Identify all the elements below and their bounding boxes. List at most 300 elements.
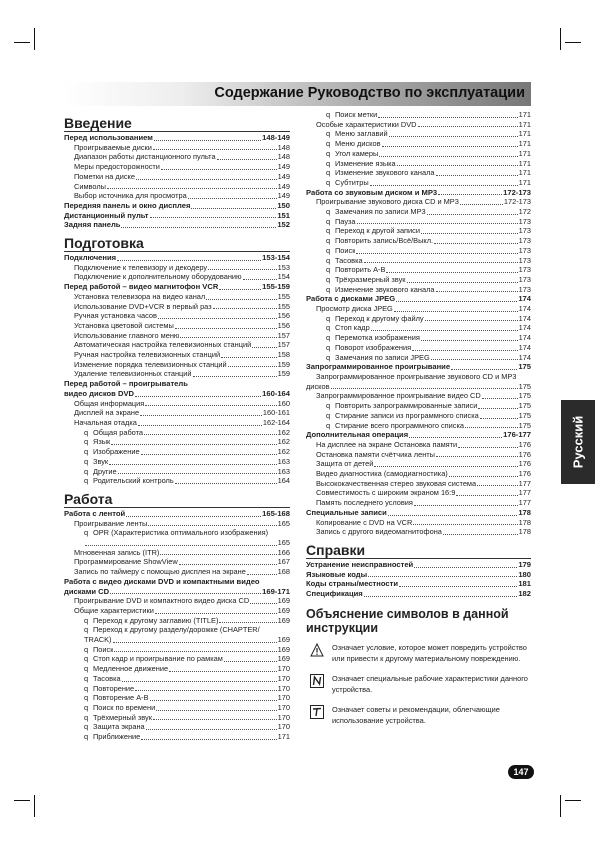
toc-entry[interactable] [306,450,531,460]
toc-page-number: 173 [518,255,531,265]
toc-page-number: 171 [518,168,531,178]
toc-entry[interactable] [64,519,290,529]
toc-entry[interactable] [306,459,531,469]
toc-entry-title: Меню заглавий [335,129,388,139]
toc-entry[interactable] [306,294,531,304]
toc-page-number: 163 [277,466,290,476]
toc-page-number: 173 [518,265,531,275]
bullet-marker: q [326,226,331,236]
toc-entry-title: Выбор источника для просмотра [74,191,187,201]
toc-entry[interactable] [64,311,290,321]
toc-page-number: 155 [277,301,290,311]
section-heading: Подготовка [64,236,290,252]
toc-entry[interactable] [306,430,531,440]
dot-leader [150,700,277,701]
dot-leader [135,690,277,691]
toc-entry-title: Субтитры [335,177,369,187]
toc-page-number: 174 [518,352,531,362]
bullet-marker: q [326,139,331,149]
toc-entry-title: Коды страны/местности [306,579,398,589]
page-title: Содержание Руководство по эксплуатации [214,85,525,101]
toc-entry-title: Ручная настройка телевизионных станций [74,350,221,360]
toc-page-number: 160 [277,398,290,408]
dot-leader [364,596,518,597]
dot-leader [414,505,518,506]
toc-page-number: 169 [277,615,290,625]
toc-page-number: 175 [518,362,531,372]
symbol-note [306,673,531,695]
symbols-title: Объяснение символов в данной инструкции [306,606,509,635]
toc-entry[interactable] [64,567,290,577]
toc-entry[interactable] [64,143,290,153]
toc-entry[interactable] [306,217,531,227]
toc-entry-title: видео дисков DVD [64,388,134,398]
toc-entry[interactable] [306,498,531,508]
toc-entry[interactable] [64,292,290,302]
toc-entry-title: Использование главного меню [74,330,180,340]
toc-page-number: 172 [518,207,531,217]
bullet-marker: q [84,693,89,703]
toc-page-number: 156 [277,311,290,321]
toc-entry[interactable] [64,172,290,182]
toc-entry[interactable] [64,389,290,399]
toc-entry-title: Переход к другому разделу/дорожке (CHAPTER/ [93,625,260,635]
language-tab-label: Русский [570,415,586,469]
toc-page-number: 153-154 [262,253,290,263]
toc-entry[interactable] [64,722,290,732]
toc-entry-title: Мгновенная запись (ITR) [74,547,160,557]
toc-entry[interactable] [306,362,531,372]
bullet-marker: q [326,352,331,362]
toc-entry-title: Поиск [93,644,114,654]
toc-entry[interactable] [64,399,290,409]
toc-entry[interactable] [64,282,290,292]
dot-leader [153,719,277,720]
toc-entry[interactable] [306,570,531,580]
toc-entry-title: Угол камеры [335,148,379,158]
section-heading: Введение [64,116,290,132]
toc-entry[interactable] [306,488,531,498]
toc-entry-title: Замечания по записи MP3 [335,207,426,217]
toc-entry[interactable] [64,713,290,723]
toc-entry[interactable] [64,152,290,162]
toc-entry[interactable] [306,304,531,314]
toc-entry[interactable] [306,421,531,431]
bullet-marker: q [326,284,331,294]
dot-leader [138,425,262,426]
toc-entry-title: Передняя панель и окно дисплея [64,200,191,210]
toc-entry[interactable] [64,133,290,143]
toc-entry[interactable] [64,674,290,684]
toc-page-number: 178 [518,507,531,517]
toc-entry[interactable] [64,360,290,370]
dot-leader [118,473,277,474]
toc-page-number: 169 [277,596,290,606]
toc-entry-title: Общая работа [93,427,144,437]
toc-entry-title: Работа со звуковым диском и MP3 [306,187,438,197]
toc-entry-title: Совместимость с широким экраном 16:9 [316,488,456,498]
toc-page-number: 173 [518,274,531,284]
dot-leader [374,466,517,467]
toc-entry[interactable] [64,191,290,201]
dot-leader [136,179,277,180]
toc-left-column [64,110,290,742]
toc-entry-title: Установка цветовой системы [74,320,174,330]
toc-entry[interactable] [64,645,290,655]
toc-entry[interactable] [64,263,290,273]
toc-entry-title: На дисплее на экране Остановка памяти [316,439,458,449]
toc-entry[interactable] [306,226,531,236]
toc-entry[interactable] [306,382,531,392]
toc-entry[interactable] [306,265,531,275]
toc-entry[interactable] [64,684,290,694]
crop-mark [560,795,561,817]
bullet-marker: q [84,427,89,437]
dot-leader [145,405,276,406]
dot-leader [175,483,277,484]
toc-entry[interactable] [64,211,290,221]
bullet-marker: q [84,437,89,447]
toc-entry-title: Просмотр диска JPEG [316,304,393,314]
dot-leader [114,651,276,652]
dot-leader [148,525,276,526]
dot-leader [451,369,517,370]
symbol-note-text: Означает специальные рабочие характеристики данного устройства. [332,673,528,694]
toc-entry[interactable] [64,272,290,282]
toc-page-number: 175 [518,391,531,401]
dot-leader [418,126,518,127]
toc-entry[interactable] [306,197,531,207]
toc-entry-title: Изменение звукового канала [335,284,435,294]
toc-page-number: 148 [277,142,290,152]
toc-page-number: 149 [277,181,290,191]
toc-entry-title: Перед работой – проигрыватель [64,379,188,389]
toc-page-number: 174 [518,313,531,323]
toc-entry[interactable] [306,353,531,363]
toc-entry-title: Запрограммированное проигрывание [306,362,451,372]
toc-entry[interactable] [306,518,531,528]
toc-page-number: 174 [518,294,531,304]
bullet-marker: q [84,732,89,742]
toc-entry-title: Перемотка изображения [335,333,420,343]
dot-leader [135,396,261,397]
toc-entry-title: Поворот изображения [335,342,412,352]
toc-entry-title: Переход к другому заглавию (TITLE) [93,615,219,625]
dot-leader [247,574,277,575]
toc-entry-title: Подключения [64,253,117,263]
toc-page-number: 181 [518,579,531,589]
warning-triangle-icon [310,643,324,657]
toc-page-number: 165-168 [262,508,290,518]
toc-entry[interactable] [64,625,290,635]
dot-leader [150,217,277,218]
dot-leader [121,227,276,228]
toc-entry[interactable] [306,560,531,570]
toc-entry[interactable] [306,149,531,159]
dot-leader [357,223,518,224]
toc-entry[interactable] [64,201,290,211]
toc-entry[interactable] [64,457,290,467]
toc-entry[interactable] [64,548,290,558]
crop-mark [565,800,581,801]
toc-page-number: 171 [518,158,531,168]
toc-entry[interactable] [64,340,290,350]
toc-entry-title: Задняя панель [64,220,121,230]
toc-page-number: 158 [277,350,290,360]
bullet-marker: q [326,255,331,265]
toc-entry[interactable] [306,323,531,333]
toc-entry[interactable] [306,207,531,217]
crop-mark [565,42,581,43]
toc-entry[interactable] [64,321,290,331]
toc-entry[interactable] [64,654,290,664]
toc-page-number: 174 [518,304,531,314]
toc-entry-title: Копирование с DVD на VCR [316,517,413,527]
toc-page-number: 169 [277,605,290,615]
toc-entry-title: Дисплей на экране [74,408,140,418]
dot-leader [158,318,277,319]
toc-entry[interactable] [306,178,531,188]
toc-entry[interactable] [64,331,290,341]
toc-entry-title: Другие [93,466,117,476]
toc-page-number: 171 [518,177,531,187]
toc-page-number: 159 [277,359,290,369]
toc-entry[interactable] [64,182,290,192]
toc-entry-title: Тасовка [335,255,363,265]
toc-entry[interactable] [306,527,531,537]
toc-entry[interactable] [306,343,531,353]
toc-page-number: 175 [518,401,531,411]
toc-entry[interactable] [64,379,290,389]
toc-entry[interactable] [306,469,531,479]
dot-leader [409,437,502,438]
bullet-marker: q [326,274,331,284]
toc-entry[interactable] [64,302,290,312]
toc-entry[interactable] [306,275,531,285]
dot-leader [252,347,276,348]
dot-leader [399,586,517,587]
dot-leader [364,262,518,263]
toc-entry[interactable] [306,411,531,421]
toc-page-number: 162 [277,447,290,457]
toc-entry-title: Трёхмерный звук [93,712,152,722]
toc-entry[interactable] [306,333,531,343]
toc-entry-title: Проигрывание звукового диска CD и MP3 [316,197,459,207]
dot-leader [480,418,518,419]
toc-entry[interactable] [64,693,290,703]
bullet-marker: q [84,683,89,693]
toc-page-number: 172-173 [503,197,531,207]
toc-entry[interactable] [306,110,531,120]
toc-page-number: 174 [518,333,531,343]
dot-leader [438,194,502,195]
toc-entry[interactable] [306,285,531,295]
toc-entry[interactable] [64,418,290,428]
toc-entry-title: Начальная отадка [74,417,137,427]
toc-entry[interactable] [64,408,290,418]
toc-entry[interactable] [64,732,290,742]
toc-page-number: 171 [518,110,531,119]
dot-leader [111,444,276,445]
toc-entry-title: Меню дисков [335,139,381,149]
toc-page-number: 168 [277,567,290,577]
toc-page-number: 176 [518,469,531,479]
toc-entry[interactable] [64,577,290,587]
symbol-tip-text: Означает советы и рекомендации, облегчающие использование устройства. [332,704,500,725]
symbol-warning [306,642,531,664]
bullet-marker: q [326,110,331,119]
toc-entry[interactable] [306,159,531,169]
toc-entry[interactable] [64,162,290,172]
toc-entry[interactable] [64,703,290,713]
toc-page-number: 170 [277,693,290,703]
dot-leader [371,330,518,331]
toc-page-number: 167 [277,557,290,567]
toc-entry-title: Запись по таймеру с помощью дисплея на экране [74,567,246,577]
toc-entry[interactable] [64,437,290,447]
toc-entry[interactable] [64,476,290,486]
bullet-marker: q [326,333,331,343]
header-banner [64,82,531,106]
toc-entry-title: Защита экрана [93,722,145,732]
bullet-marker: q [84,702,89,712]
toc-entry[interactable] [306,508,531,518]
toc-page-number: 166 [277,547,290,557]
section-heading: Работа [64,492,290,508]
toc-entry[interactable] [306,139,531,149]
toc-page-number: 176 [518,439,531,449]
toc-entry[interactable] [64,447,290,457]
bullet-marker: q [84,664,89,674]
bullet-marker: q [326,265,331,275]
dot-leader [85,545,277,546]
toc-entry-title: Подключение к дополнительному оборудованию [74,272,242,282]
toc-page-number: 157 [277,330,290,340]
symbol-warning-text: Означает условие, которое может повредить устройство или привести к другому материальному повреждению. [332,642,527,663]
toc-entry[interactable] [64,587,290,597]
toc-entry[interactable] [64,596,290,606]
toc-page-number: 177 [518,498,531,508]
toc-entry[interactable] [64,606,290,616]
toc-page-number: 171 [518,148,531,158]
dot-leader [356,253,517,254]
toc-page-number: 162-164 [262,417,290,427]
bullet-marker: q [84,466,89,476]
bullet-marker: q [84,456,89,466]
toc-entry[interactable] [306,440,531,450]
toc-entry[interactable] [306,168,531,178]
crop-mark [14,42,30,43]
toc-entry[interactable] [64,369,290,379]
toc-entry-title: дисков [306,381,330,391]
dot-leader [478,408,517,409]
toc-entry-title: Диапазон работы дистанционного пульта [74,152,216,162]
toc-entry[interactable] [306,401,531,411]
toc-page-number: 171 [277,732,290,742]
toc-entry-title: Устранение неисправностей [306,559,414,569]
dot-leader [221,357,277,358]
toc-entry[interactable] [306,256,531,266]
toc-entry[interactable] [306,479,531,489]
toc-entry[interactable] [64,664,290,674]
toc-entry-title: Особые характеристики DVD [316,119,417,129]
toc-entry[interactable] [64,467,290,477]
toc-entry[interactable] [64,528,290,538]
toc-entry[interactable] [306,120,531,130]
dot-leader [219,622,276,623]
toc-entry[interactable] [64,350,290,360]
dot-leader [140,415,262,416]
toc-entry[interactable] [306,188,531,198]
dot-leader [217,159,277,160]
toc-entry[interactable] [306,314,531,324]
toc-entry-title: Специальные записи [306,507,387,517]
toc-page-number: 173 [518,226,531,236]
toc-page-number: 165 [277,518,290,528]
toc-page-number: 160-161 [262,408,290,418]
toc-page-number: 178 [518,527,531,537]
toc-entry-title: Удаление телевизионных станций [74,369,192,379]
toc-entry[interactable] [64,509,290,519]
dot-leader [368,576,517,577]
toc-page-number: 173 [518,236,531,246]
toc-page-number: 150 [277,200,290,210]
bullet-marker: q [84,712,89,722]
dot-leader [414,567,517,568]
toc-page-number: 171 [518,139,531,149]
dot-leader [431,359,518,360]
toc-entry[interactable] [306,589,531,599]
bullet-marker: q [84,654,89,664]
dot-leader [465,427,518,428]
toc-entry[interactable] [306,236,531,246]
toc-entry-title: Перед работой – видео магнитофон VCR [64,282,219,292]
toc-entry-title: Звук [93,456,109,466]
toc-page-number: 155-159 [262,282,290,292]
toc-page-number: 152 [277,220,290,230]
dot-leader [458,447,517,448]
toc-entry-title: Проигрывание ленты [74,518,148,528]
dot-leader [122,681,277,682]
dot-leader [386,272,517,273]
toc-entry[interactable] [64,616,290,626]
toc-entry[interactable] [64,253,290,263]
bullet-marker: q [326,177,331,187]
toc-entry[interactable] [64,538,290,548]
toc-entry[interactable] [306,129,531,139]
toc-entry-title: Установка телевизора на видео канал [74,291,206,301]
dot-leader [407,282,518,283]
dot-leader [389,136,518,137]
crop-mark [560,28,561,50]
toc-entry[interactable] [306,372,531,382]
toc-page-number: 165 [277,538,290,548]
toc-entry-title: Приближение [93,732,141,742]
bullet-marker: q [326,323,331,333]
dot-leader [219,289,261,290]
toc-entry[interactable] [306,391,531,401]
toc-entry[interactable] [64,428,290,438]
toc-page-number: 149 [277,162,290,172]
toc-entry[interactable] [64,220,290,230]
dot-leader [175,328,277,329]
toc-entry[interactable] [306,246,531,256]
toc-entry[interactable] [64,557,290,567]
toc-entry-title: Тасовка [93,673,121,683]
toc-page-number: 170 [277,673,290,683]
toc-entry[interactable] [306,579,531,589]
toc-entry[interactable] [64,635,290,645]
